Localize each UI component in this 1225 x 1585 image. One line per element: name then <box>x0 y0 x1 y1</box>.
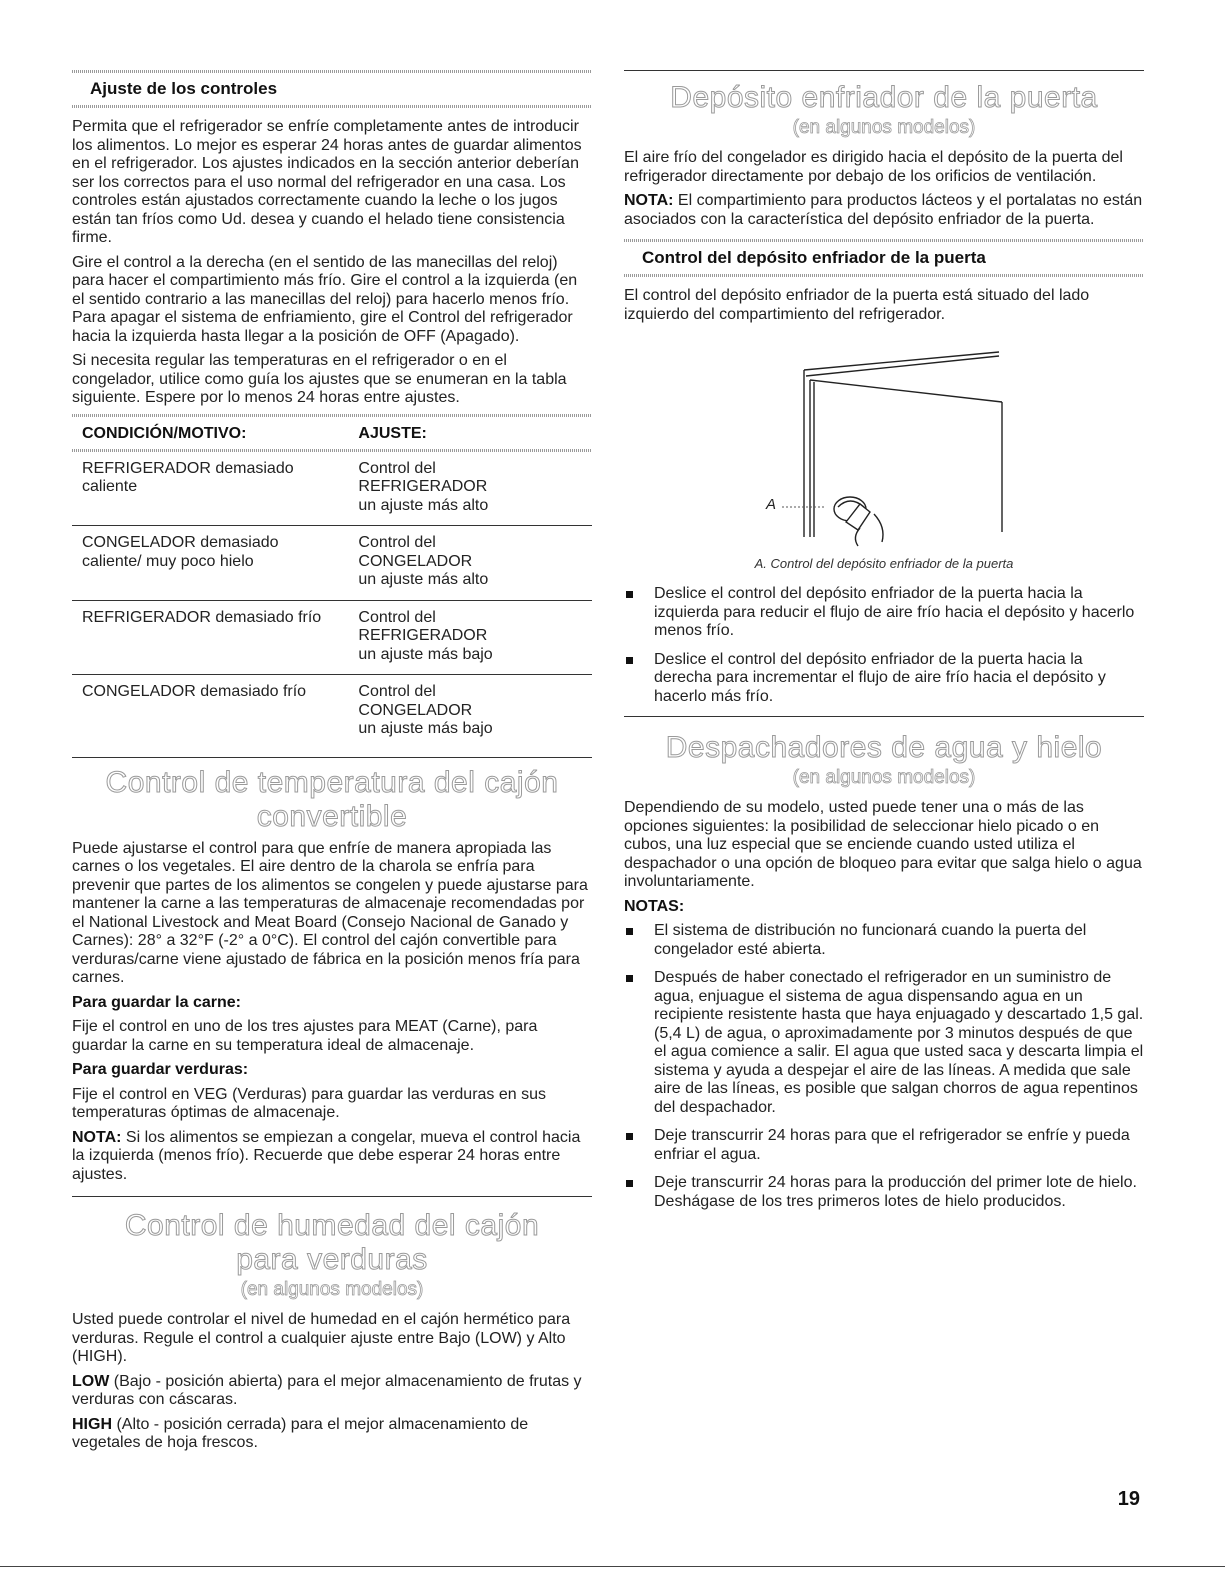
adjust-line: Control del <box>358 534 436 551</box>
section-heading-ajuste: Ajuste de los controles <box>90 79 278 98</box>
table-row <box>72 675 592 758</box>
list-item: Deje transcurrir 24 horas para que el refrigerador se enfríe y pueda enfriar el agua. <box>624 1127 1144 1164</box>
note-label: NOTA: <box>624 192 674 209</box>
low-label: LOW <box>72 1372 110 1390</box>
divider <box>624 70 1144 71</box>
title-line: para verduras <box>236 1243 428 1276</box>
divider <box>624 239 1144 242</box>
section-title-convertible <box>72 766 592 834</box>
table-header-row <box>72 421 592 449</box>
paragraph: Si necesita regular las temperaturas en el refrigerador o en el congelador, utilice como guía los ajustes que se enumeran en la tabla siguiente. Espere por lo menos 24 horas entre ajustes. <box>72 352 567 406</box>
adjust-line: Control del <box>358 608 436 626</box>
section-subtitle: (en algunos modelos) <box>792 767 976 788</box>
table-cell-adjust <box>342 526 592 601</box>
list-item: El sistema de distribución no funcionará cuando la puerta del congelador esté abierta. <box>624 922 1144 959</box>
adjust-line: un ajuste más bajo <box>358 720 493 737</box>
settings-table <box>72 421 592 758</box>
note-label: NOTA: <box>72 1128 122 1146</box>
table-cell-condition: REFRIGERADOR demasiado caliente <box>72 452 342 526</box>
table-header-adjust: AJUSTE: <box>358 424 427 442</box>
section-title-humedad <box>72 1209 592 1277</box>
door-bin-illustration <box>624 332 1144 552</box>
table-cell-condition: CONGELADOR demasiado caliente/ muy poco hielo <box>72 526 342 601</box>
adjust-line: Control del <box>358 683 436 700</box>
paragraph: Fije el control en uno de los tres ajustes para MEAT (Carne), para guardar la carne en su temperatura ideal de almacenaje. <box>72 1018 538 1054</box>
table-cell-condition: REFRIGERADOR demasiado frío <box>72 600 342 675</box>
paragraph: El control del depósito enfriador de la puerta está situado del lado izquierdo del compartimiento del refrigerador. <box>624 287 1090 323</box>
table-row <box>72 526 592 601</box>
list-item: Deje transcurrir 24 horas para la producción del primer lote de hielo. Deshágase de los tres primeros lotes de hielo producidos. <box>624 1174 1144 1211</box>
divider <box>624 274 1144 277</box>
divider <box>72 70 592 73</box>
table-header-condition: CONDICIÓN/MOTIVO: <box>82 424 247 442</box>
divider <box>72 414 592 417</box>
low-text: (Bajo - posición abierta) para el mejor almacenamiento de frutas y verduras con cáscaras. <box>72 1372 582 1408</box>
figure-label: A <box>766 496 777 513</box>
section-subtitle: (en algunos modelos) <box>240 1279 424 1300</box>
paragraph-high <box>72 1416 592 1453</box>
section-title-deposito: Depósito enfriador de la puerta <box>670 81 1098 114</box>
adjust-line: CONGELADOR <box>358 701 473 719</box>
title-line: Control de temperatura del cajón <box>105 765 559 799</box>
paragraph: El aire frío del congelador es dirigido hacia el depósito de la puerta del refrigerador directamente por debajo de los orificios de ventilación. <box>624 149 1123 185</box>
table-cell-adjust <box>342 600 592 675</box>
adjust-line: un ajuste más bajo <box>358 645 493 663</box>
divider <box>624 716 1144 717</box>
table-row <box>72 600 592 675</box>
paragraph: Puede ajustarse el control para que enfríe de manera apropiada las carnes o los vegetales. El aire dentro de la charola se enfría para prevenir que partes de los alimentos se congelen y puede ajustarse para mantener la carne a las temperaturas de almacenaje recomendadas por el National Livestock and Meat Board (Consejo Nacional de Ganado y Carnes): 28° a 32°F (-2° a 0°C). El control del cajón convertible para verduras/carne viene ajustado de fábrica en la posición menos fría para carnes. <box>72 839 588 986</box>
list-item: Después de haber conectado el refrigerador en un suministro de agua, enjuague el sistema de agua dispensando agua en un recipiente resistente hasta que haya enjuagado y descartado 1,5 gal. (5,4 L) de agua, o aproximadamente por 3 minutos después de que el agua comience a salir. El agua que usted saca y descarta limpia el sistema y ayuda a despejar el aire de las líneas. A medida que sale aire de las líneas, es posible que salgan chorros de agua repentinos del despachador. <box>624 969 1144 1117</box>
high-label: HIGH <box>72 1415 112 1433</box>
adjust-line: REFRIGERADOR <box>358 627 488 644</box>
left-column <box>72 70 592 1459</box>
list-item: Deslice el control del depósito enfriador de la puerta hacia la derecha para incrementar el flujo de aire frío hacia el depósito y hacerlo más frío. <box>624 651 1144 707</box>
bullet-list <box>624 585 1144 706</box>
paragraph: Fije el control en VEG (Verduras) para guardar las verduras en sus temperaturas óptimas de almacenaje. <box>72 1085 547 1121</box>
divider <box>0 1566 1225 1567</box>
divider <box>72 105 592 108</box>
adjust-line: REFRIGERADOR <box>358 478 488 495</box>
paragraph-low <box>72 1373 592 1410</box>
note-text: Si los alimentos se empiezan a congelar, mueva el control hacia la izquierda (menos frío). Recuerde que debe esperar 24 horas entre ajustes. <box>72 1128 581 1183</box>
adjust-line: Control del <box>358 459 436 477</box>
subheading-veg: Para guardar verduras: <box>72 1061 249 1078</box>
adjust-line: un ajuste más alto <box>358 571 489 588</box>
title-line: convertible <box>256 799 408 833</box>
table-cell-condition: CONGELADOR demasiado frío <box>72 675 342 758</box>
subheading-meat: Para guardar la carne: <box>72 993 241 1011</box>
table-cell-adjust <box>342 675 592 758</box>
list-item: Deslice el control del depósito enfriador de la puerta hacia la izquierda para reducir el flujo de aire frío hacia el depósito y hacerlo menos frío. <box>624 585 1144 641</box>
right-column <box>624 70 1144 1221</box>
bullet-list <box>624 922 1144 1211</box>
section-heading-control: Control del depósito enfriador de la puerta <box>642 248 986 267</box>
note-paragraph <box>72 1129 592 1185</box>
section-title-despachadores: Despachadores de agua y hielo <box>665 731 1103 764</box>
paragraph: Usted puede controlar el nivel de humedad en el cajón hermético para verduras. Regule el control a cualquier ajuste entre Bajo (LOW) y Alto (HIGH). <box>72 1311 571 1365</box>
notes-label: NOTAS: <box>624 897 685 915</box>
page-number: 19 <box>1117 1488 1140 1510</box>
table-row <box>72 452 592 526</box>
note-paragraph <box>624 192 1144 229</box>
note-text: El compartimiento para productos lácteos y el portalatas no están asociados con la característica del depósito enfriador de la puerta. <box>624 192 1143 228</box>
paragraph: Dependiendo de su modelo, usted puede tener una o más de las opciones siguientes: la posibilidad de seleccionar hielo picado o en cubos, una luz especial que se enciende cuando usted utiliza el despachador o una opción de bloqueo para evitar que salga hielo o agua involuntariamente. <box>624 799 1142 890</box>
figure-caption: A. Control del depósito enfriador de la puerta <box>754 556 1014 571</box>
paragraph: Gire el control a la derecha (en el sentido de las manecillas del reloj) para hacer el compartimiento más frío. Gire el control a la izquierda (en el sentido contrario a las manecillas del reloj) para hacerlo menos frío. Para apagar el sistema de enfriamiento, gire el Control del refrigerador hacia la izquierda hasta llegar a la posición de OFF (Apagado). <box>72 253 578 345</box>
divider <box>72 1196 592 1197</box>
section-subtitle: (en algunos modelos) <box>792 117 976 138</box>
table-cell-adjust <box>342 452 592 526</box>
paragraph: Permita que el refrigerador se enfríe completamente antes de introducir los alimentos. Lo mejor es esperar 24 horas antes de guardar alimentos en el refrigerador. Los ajustes indicados en la sección anterior deberían ser los correctos para el uso normal del refrigerador en una casa. Los controles están ajustados correctamente cuando la leche o los jugos están tan fríos como Ud. desea y cuando el helado tiene consistencia firme. <box>72 118 582 246</box>
title-line: Control de humedad del cajón <box>124 1209 540 1242</box>
adjust-line: CONGELADOR <box>358 552 473 570</box>
refrigerator-door-icon <box>624 332 1144 552</box>
adjust-line: un ajuste más alto <box>358 496 489 514</box>
high-text: (Alto - posición cerrada) para el mejor almacenamiento de vegetales de hoja frescos. <box>72 1415 529 1451</box>
